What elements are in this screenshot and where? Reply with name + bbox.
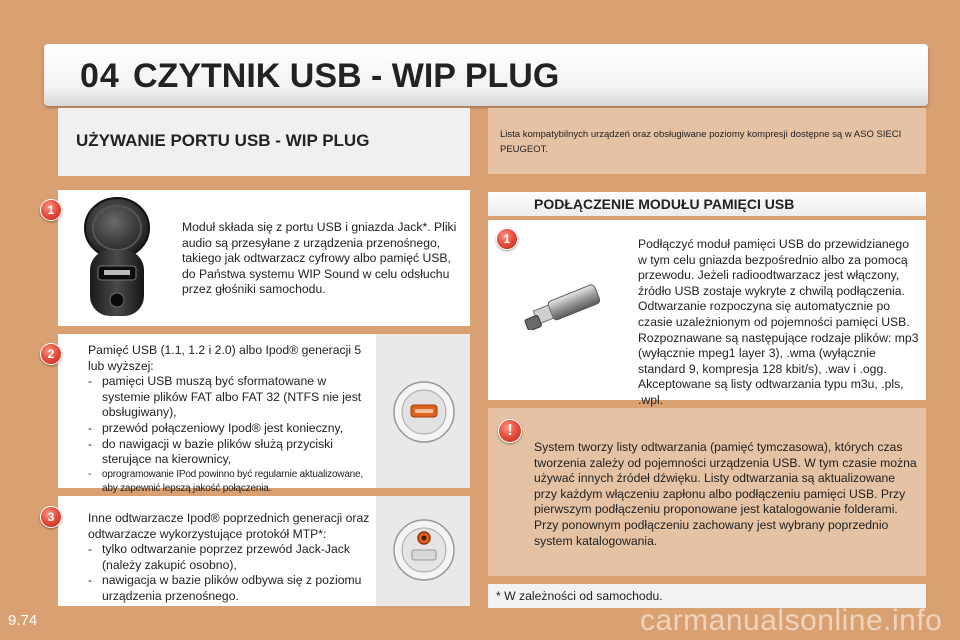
footnote-text: * W zależności od samochodu. [496, 589, 663, 603]
usb-jack-module-image [82, 196, 152, 322]
step3-text [88, 511, 373, 605]
warning-text: System tworzy listy odtwarzania (pamięć tymczasowa), których czas tworzenia zależy od pojemności urządzenia USB. W tym czasie można używać innych źródeł dźwięku. Listy odtwarzania są aktualizowane przy każdym włączeniu zapłonu albo podłączeniu pamięci USB. Przy pierwszym podłączeniu proponowane jest katalogowanie folderami. Przy ponownym podłączeniu zachowany jest wybrany poprzednio system katalogowania. [534, 440, 917, 548]
step2-item: - przewód połączeniowy Ipod® jest konieczny, [88, 421, 373, 437]
usb-port-closeup-image [392, 380, 456, 444]
step3-list [88, 542, 373, 604]
page-title: CZYTNIK USB - WIP PLUG [133, 57, 560, 95]
compatibility-note-text: Lista kompatybilnych urządzeń oraz obsługiwane poziomy kompresji dostępne są w ASO SIECI PEUGEOT. [500, 129, 902, 155]
step2-item: - pamięci USB muszą być sformatowane w systemie plików FAT albo FAT 32 (NTFS nie jest obsługiwany), [88, 374, 373, 421]
watermark-text: carmanualsonline.info [640, 604, 943, 637]
step2-item: - do nawigacji w bazie plików służą przyciski sterujące na kierownicy, [88, 437, 373, 468]
step2-badge: 2 [40, 343, 62, 365]
step3-badge: 3 [40, 506, 62, 528]
step1-text: Moduł składa się z portu USB i gniazda Jack*. Pliki audio są przesyłane z urządzenia przenośnego, takiego jak odtwarzacz cyfrowy albo pamięć USB, do Państwa systemu WIP Sound w celu odsłuchu przez głośniki samochodu. [182, 220, 457, 297]
usb-stick-image [524, 284, 606, 330]
usb-connection-badge: 1 [496, 228, 518, 250]
step2-intro: Pamięć USB (1.1, 1.2 i 2.0) albo Ipod® generacji 5 lub wyższej: [88, 343, 362, 373]
warning-icon: ! [498, 419, 522, 443]
step3-item: - nawigacja w bazie plików odbywa się z poziomu urządzenia przenośnego. [88, 573, 373, 604]
step2-text [88, 343, 373, 496]
step2-item-small: - oprogramowanie IPod powinno być regularnie aktualizowane, aby zapewnić lepszą jakość połączenia. [88, 468, 373, 496]
section-title-usb: UŻYWANIE PORTU USB - WIP PLUG [76, 131, 370, 150]
usb-connection-text: Podłączyć moduł pamięci USB do przewidzianego w tym celu gniazda bezpośrednio albo za pomocą przewodu. Jeżeli radioodtwarzacz jest włączony, źródło USB zostaje wykryte z chwilą podłączenia. Odtwarzanie rozpoczyna się automatycznie po czasie uzależnionym od pojemności pamięci USB. Rozpoznawane są następujące rodzaje plików: mp3 (wyłącznie mpeg1 layer 3), .wma (wyłącznie standard 9, kompresja 128 kbit/s), .wav i .ogg. Akceptowane są listy odtwarzania typu m3u, .pls, .wpl. [638, 237, 919, 407]
step2-list [88, 374, 373, 496]
step3-intro: Inne odtwarzacze Ipod® poprzednich generacji oraz odtwarzacze wykorzystujące protokół MTP*: [88, 511, 370, 541]
usb-connection-title: PODŁĄCZENIE MODUŁU PAMIĘCI USB [534, 196, 795, 212]
page-number: 9.74 [8, 612, 38, 629]
jack-port-closeup-image [392, 518, 456, 582]
step1-badge: 1 [40, 199, 62, 221]
step3-item: - tylko odtwarzanie poprzez przewód Jack-Jack (należy zakupić osobno), [88, 542, 373, 573]
chapter-number: 04 [80, 57, 120, 95]
